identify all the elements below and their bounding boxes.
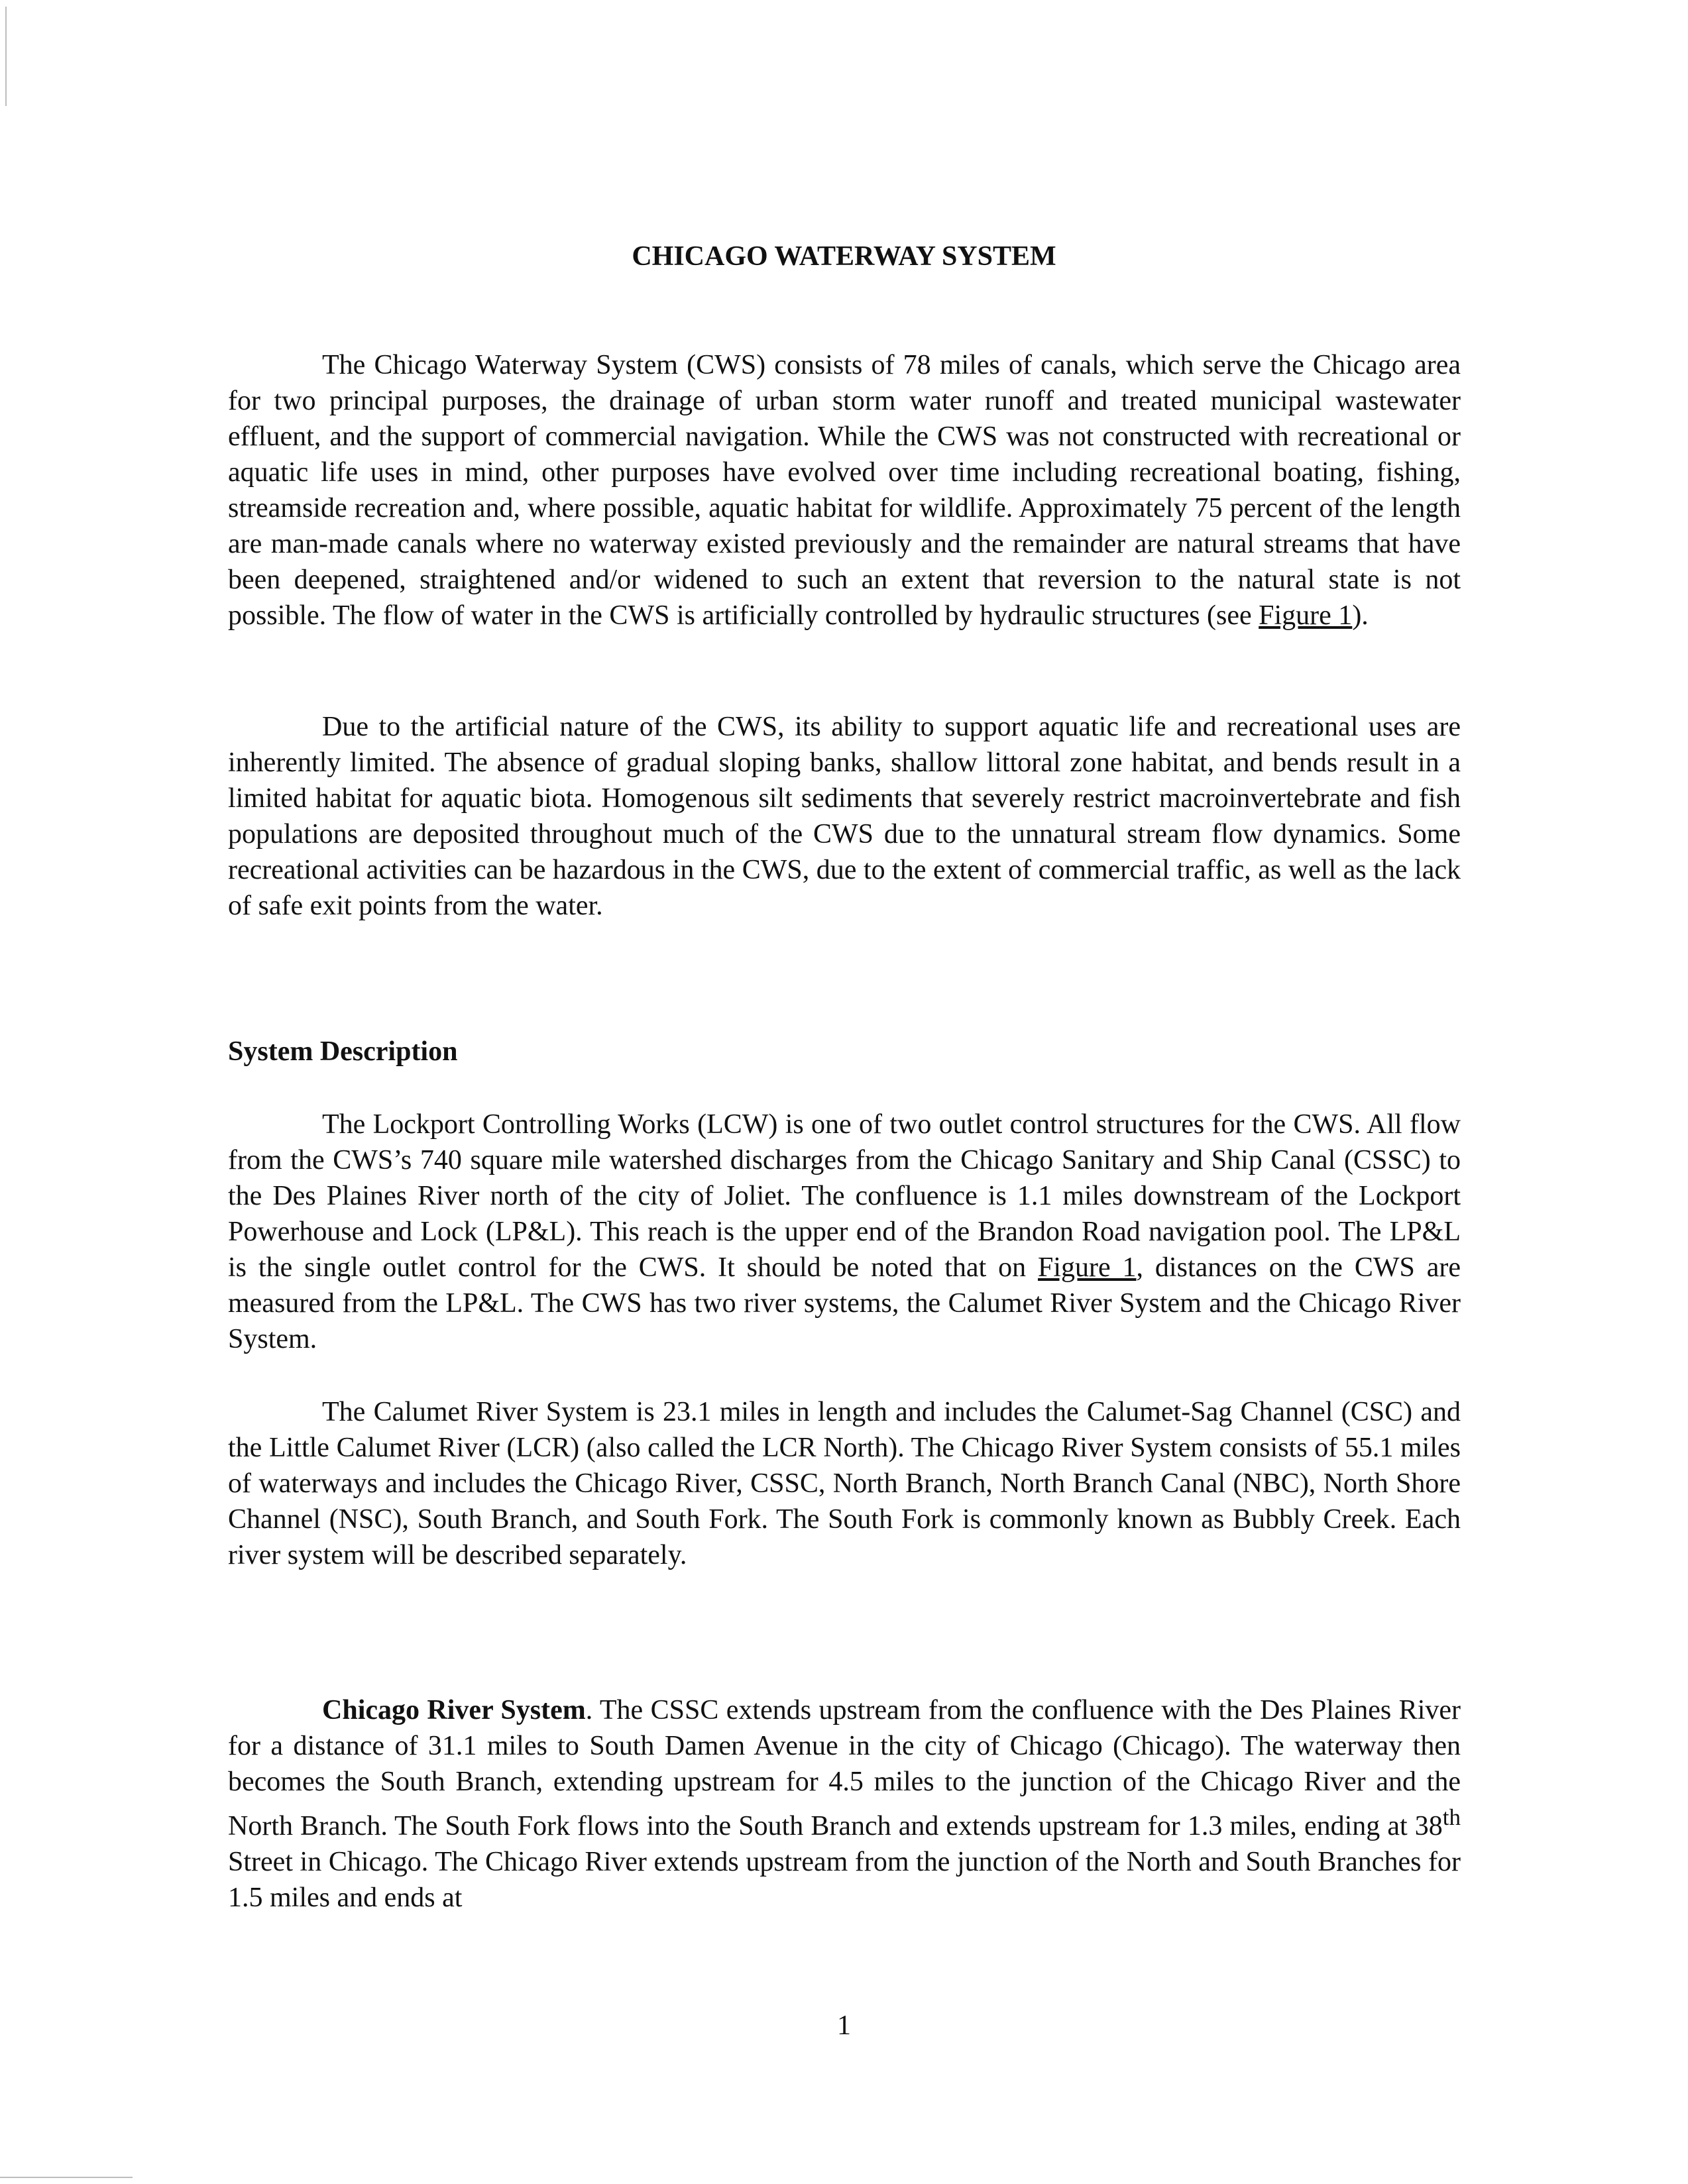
section-heading: System Description <box>228 1036 458 1067</box>
system-description-paragraph-1 <box>228 1107 1461 1357</box>
system-p1-end: , distances on the CWS are measured from the LP&L. The CWS has two river systems, the Calumet River System and the Chicago River System. <box>228 1252 1461 1354</box>
intro-paragraph-1 <box>228 347 1461 633</box>
page-number: 1 <box>837 2010 851 2041</box>
chicago-river-p-text: . The CSSC extends upstream from the confluence with the Des Plaines River for a distance of 31.1 miles to South Damen Avenue in the city of Chicago (Chicago). The waterway then becomes the South Branch, extending upstream for 4.5 miles to the junction of the Chicago River and the North Branch. The South Fork flows into the South Branch and extends upstream for 1.3 miles, ending at 38 <box>228 1695 1461 1841</box>
figure-1-link[interactable]: Figure 1 <box>1259 600 1353 631</box>
chicago-river-system-lead: Chicago River System <box>322 1695 586 1725</box>
page-title: CHICAGO WATERWAY SYSTEM <box>632 241 1056 272</box>
intro-p1-text: The Chicago Waterway System (CWS) consists of 78 miles of canals, which serve the Chicago area for two principal purposes, the drainage of urban storm water runoff and treated municipal wastewater effluent, and the support of commercial navigation. While the CWS was not constructed with recreational or aquatic life uses in mind, other purposes have evolved over time including recreational boating, fishing, streamside recreation and, where possible, aquatic habitat for wildlife. Approximately 75 percent of the length are man-made canals where no waterway existed previously and the remainder are natural streams that have been deepened, straightened and/or widened to such an extent that reversion to the natural state is not possible. The flow of water in the CWS is artificially controlled by hydraulic structures (see <box>228 350 1461 631</box>
intro-paragraph-2: Due to the artificial nature of the CWS, its ability to support aquatic life and recreational uses are inherently limited. The absence of gradual sloping banks, shallow littoral zone habitat, and bends result in a limited habitat for aquatic biota. Homogenous silt sediments that severely restrict macroinvertebrate and fish populations are deposited throughout much of the CWS due to the unnatural stream flow dynamics. Some recreational activities can be hazardous in the CWS, due to the extent of commercial traffic, as well as the lack of safe exit points from the water. <box>228 712 1461 921</box>
scan-edge-mark <box>5 7 7 106</box>
intro-p1-end: ). <box>1352 600 1369 631</box>
scan-edge-mark-bottom <box>0 2177 133 2178</box>
chicago-river-p-end: Street in Chicago. The Chicago River extends upstream from the junction of the North and South Branches for 1.5 miles and ends at <box>228 1847 1461 1913</box>
chicago-river-system-paragraph <box>228 1692 1461 1916</box>
system-description-paragraph-2: The Calumet River System is 23.1 miles in length and includes the Calumet-Sag Channel (CSC) and the Little Calumet River (LCR) (also called the LCR North). The Chicago River System consists of 55.1 miles of waterways and includes the Chicago River, CSSC, North Branch, North Branch Canal (NBC), North Shore Channel (NSC), South Branch, and South Fork. The South Fork is commonly known as Bubbly Creek. Each river system will be described separately. <box>228 1397 1461 1570</box>
figure-1-link-2[interactable]: Figure 1 <box>1038 1252 1137 1283</box>
ordinal-superscript: th <box>1442 1804 1461 1830</box>
system-p1-text: The Lockport Controlling Works (LCW) is one of two outlet control structures for the CWS. All flow from the CWS’s 740 square mile watershed discharges from the Chicago Sanitary and Ship Canal (CSSC) to the Des Plaines River north of the city of Joliet. The confluence is 1.1 miles downstream of the Lockport Powerhouse and Lock (LP&L). This reach is the upper end of the Brandon Road navigation pool. The LP&L is the single outlet control for the CWS. It should be noted that on <box>228 1109 1461 1283</box>
